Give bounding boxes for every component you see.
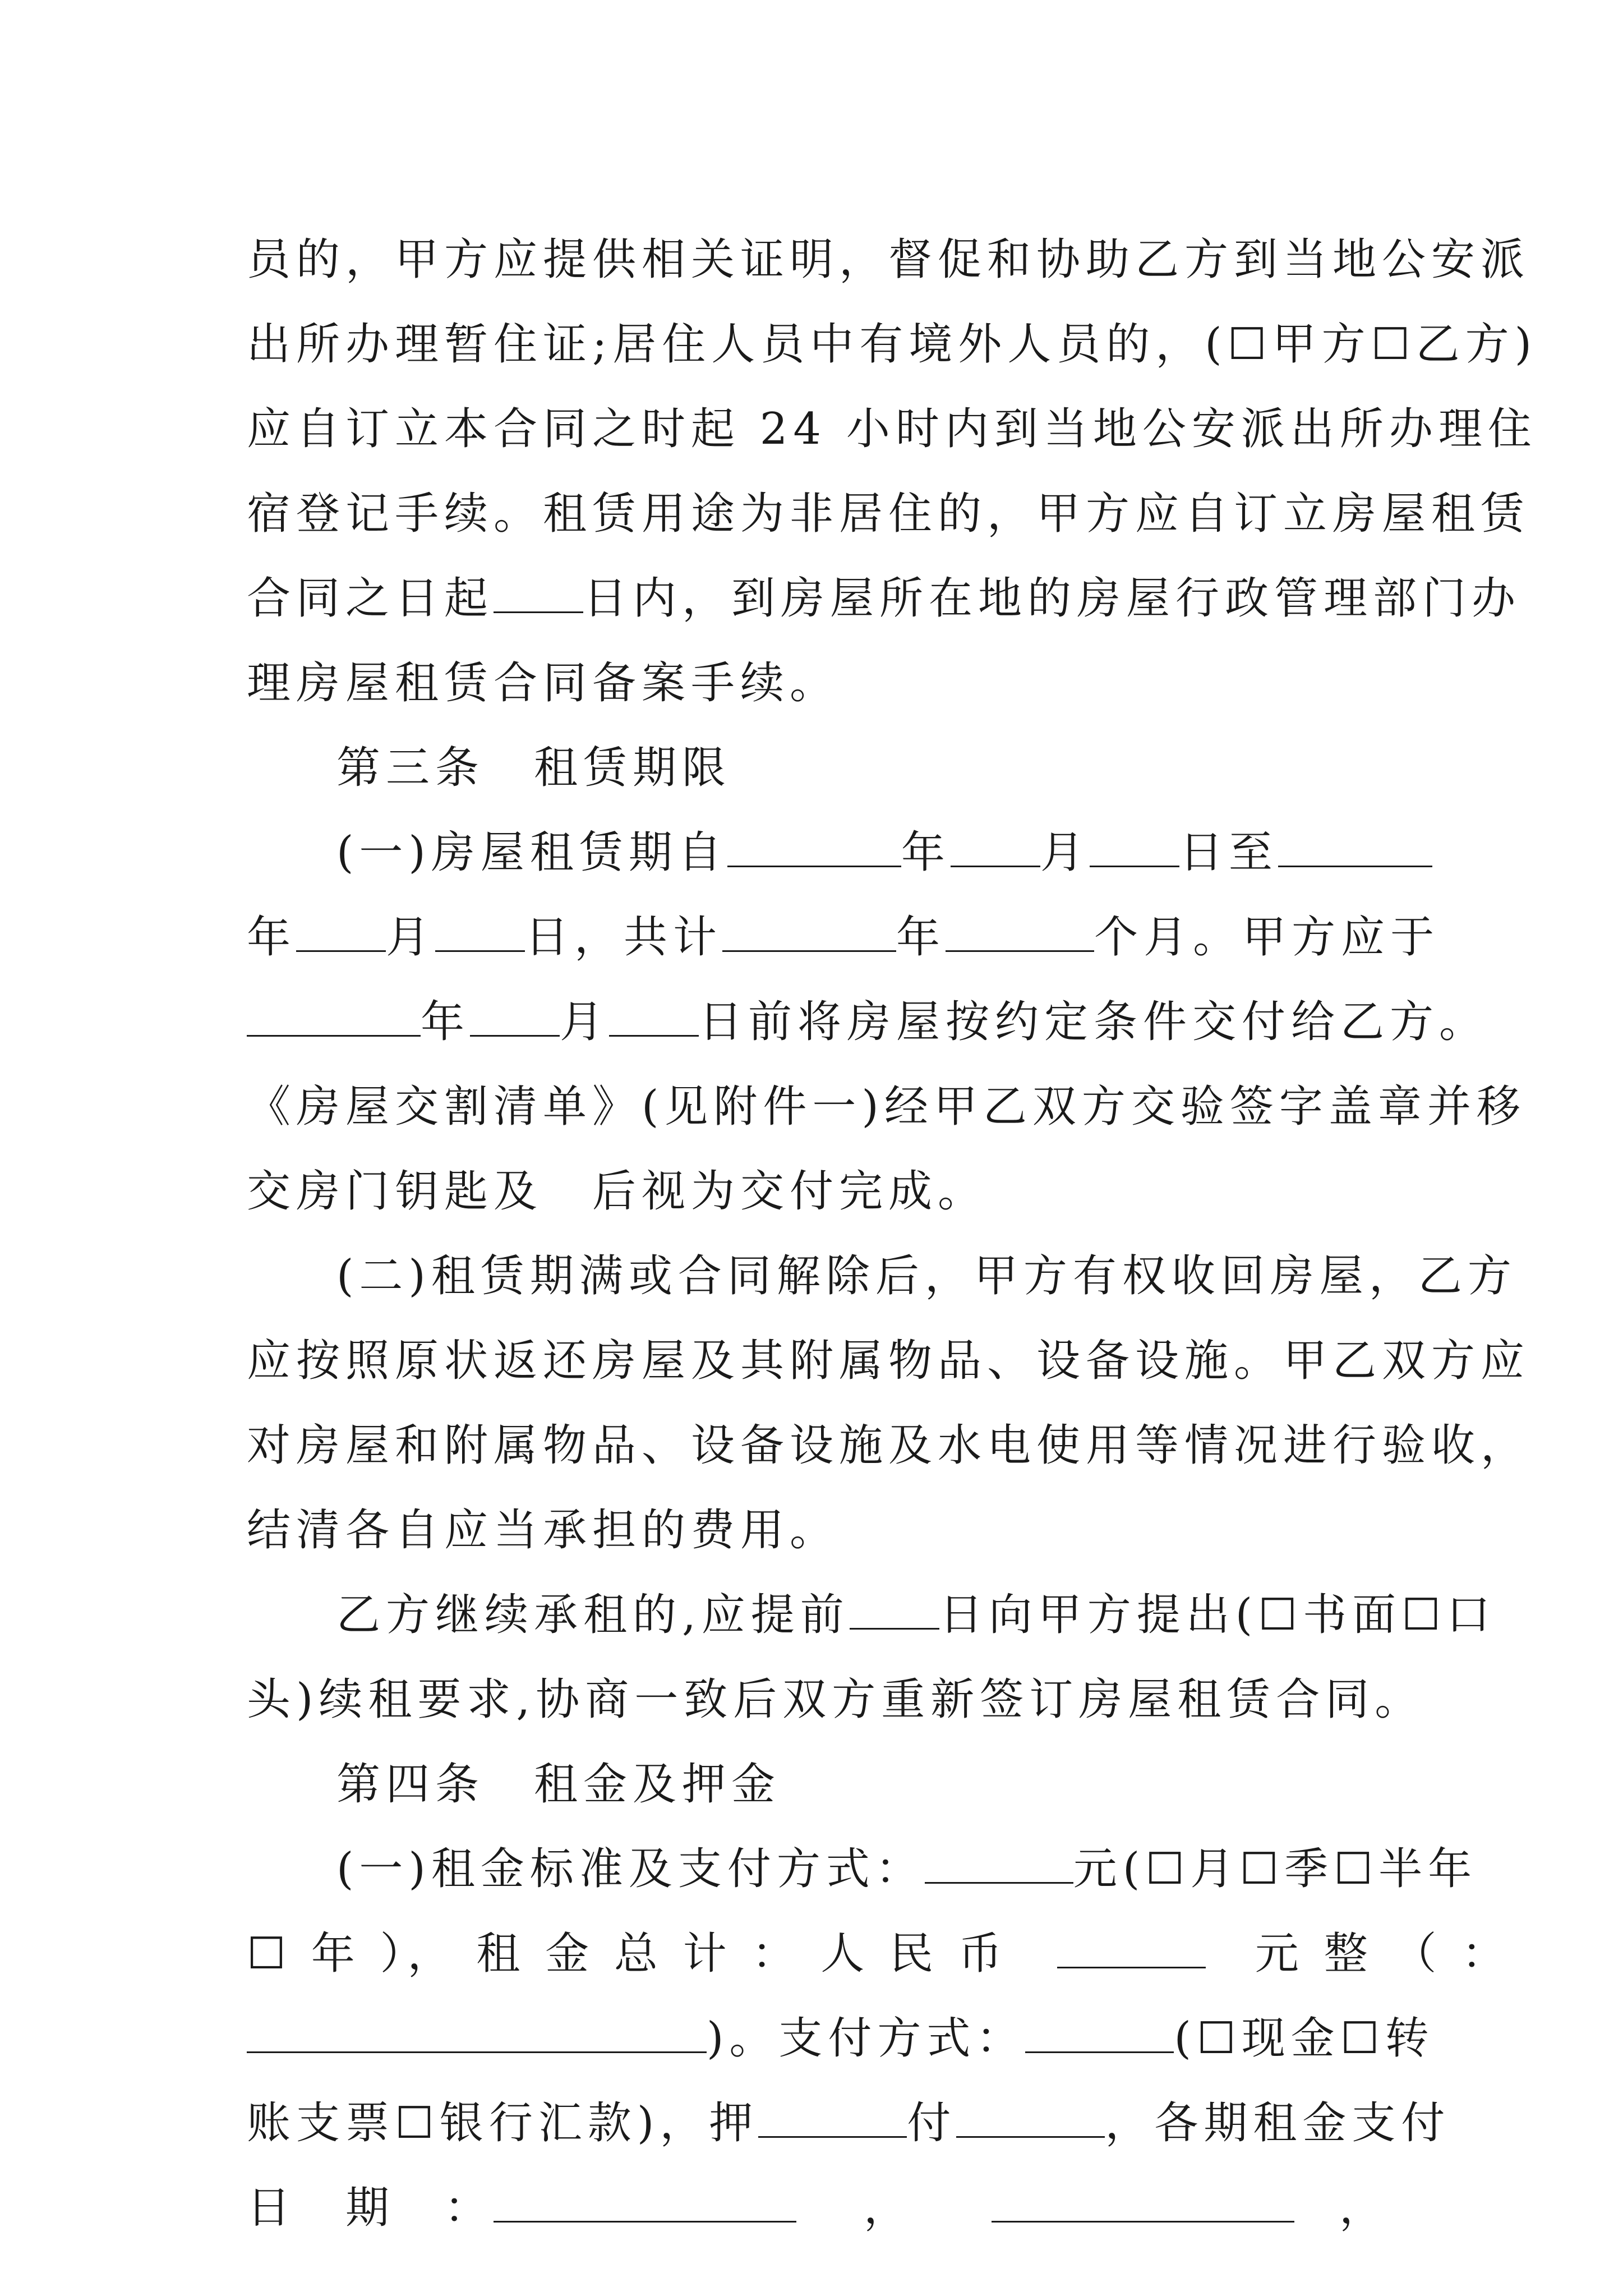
fill-in-blank[interactable]	[722, 915, 896, 952]
paragraph-line	[247, 2166, 1391, 2251]
paragraph-line	[247, 1827, 1478, 1912]
fill-in-blank[interactable]	[956, 2101, 1105, 2138]
fill-in-blank[interactable]	[247, 1000, 421, 1037]
fill-in-blank[interactable]	[727, 831, 901, 867]
fill-in-blank[interactable]	[946, 915, 1094, 952]
paragraph-line	[247, 980, 1489, 1065]
fill-in-blank[interactable]	[609, 1000, 699, 1037]
text-fragment: 元 整 （ ：	[1255, 1929, 1511, 1979]
text-fragment: 年	[247, 912, 297, 963]
paragraph-line	[247, 895, 1440, 980]
paragraph-line	[247, 811, 1391, 895]
text-fragment: 月	[1040, 827, 1090, 878]
paragraph-line: 应按照原状返还房屋及其附属物品、设备设施。甲乙双方应	[247, 1336, 1530, 1386]
text-fragment: 年	[901, 827, 951, 878]
text-fragment: 日至	[1179, 827, 1278, 878]
text-fragment: 年	[896, 912, 946, 963]
paragraph-line	[247, 1912, 1511, 1996]
text-fragment: 日向甲方提出(☐书面☐口	[939, 1590, 1496, 1640]
text-fragment: 月	[386, 912, 436, 963]
fill-in-blank[interactable]	[758, 2101, 907, 2138]
text-fragment: )。支付方式：	[707, 2013, 1026, 2064]
paragraph-line: 出所办理暂住证;居住人员中有境外人员的，(☐甲方☐乙方)	[247, 319, 1537, 370]
text-fragment: ，各期租金支付	[1105, 2098, 1451, 2148]
paragraph-line: 宿登记手续。租赁用途为非居住的，甲方应自订立房屋租赁	[247, 489, 1530, 539]
fill-in-blank[interactable]	[494, 2186, 796, 2223]
text-fragment: 元(☐月☐季☐半年	[1073, 1844, 1478, 1894]
paragraph-line: 应自订立本合同之时起 24 小时内到当地公安派出所办理住	[247, 404, 1537, 454]
fill-in-blank[interactable]	[850, 1593, 939, 1630]
text-fragment: 个月。甲方应于	[1094, 912, 1440, 963]
text-fragment: (一)房屋租赁期自	[336, 827, 727, 878]
fill-in-blank[interactable]	[1025, 2017, 1174, 2053]
section-heading: 第四条 租金及押金	[336, 1759, 781, 1810]
text-fragment: 付	[907, 2098, 957, 2148]
paragraph-line	[247, 556, 1521, 641]
paragraph-line	[247, 1573, 1496, 1658]
fill-in-blank[interactable]	[435, 915, 525, 952]
fill-in-blank[interactable]	[296, 915, 386, 952]
text-fragment: 日内，到房屋所在地的房屋行政管理部门办	[583, 573, 1521, 624]
text-fragment: ，	[864, 2183, 914, 2233]
contract-page	[247, 218, 1537, 2251]
text-fragment: 账支票☐银行汇款)，押	[247, 2098, 759, 2148]
paragraph-line: 理房屋租赁合同备案手续。	[247, 658, 840, 708]
text-fragment: (☐现金☐转	[1174, 2013, 1435, 2064]
paragraph-line: 交房门钥匙及 后视为交付完成。	[247, 1166, 988, 1217]
text-fragment: 日前将房屋按约定条件交付给乙方。	[699, 997, 1489, 1047]
fill-in-blank[interactable]	[247, 2017, 707, 2053]
fill-in-blank[interactable]	[925, 1847, 1073, 1884]
text-fragment: 日，共计	[525, 912, 723, 963]
fill-in-blank[interactable]	[470, 1000, 560, 1037]
paragraph-line	[247, 2081, 1451, 2166]
paragraph-line: 头)续租要求,协商一致后双方重新签订房屋租赁合同。	[247, 1674, 1424, 1725]
paragraph-line: 员的，甲方应提供相关证明，督促和协助乙方到当地公安派	[247, 234, 1530, 285]
text-fragment: 乙方继续承租的,应提前	[336, 1590, 850, 1640]
fill-in-blank[interactable]	[1278, 831, 1432, 867]
text-fragment: ☐ 年 ）， 租 金 总 计 ： 人 民 币	[247, 1929, 1008, 1979]
text-fragment: 月	[560, 997, 610, 1047]
fill-in-blank[interactable]	[1057, 1932, 1206, 1968]
text-fragment: ，	[1339, 2183, 1389, 2233]
paragraph-line: (二)租赁期满或合同解除后，甲方有权收回房屋，乙方	[336, 1251, 1517, 1301]
fill-in-blank[interactable]	[494, 577, 583, 613]
paragraph-line	[247, 1996, 1435, 2081]
paragraph-line: 对房屋和附属物品、设备设施及水电使用等情况进行验收，	[247, 1420, 1530, 1471]
text-fragment: 合同之日起	[247, 573, 494, 624]
fill-in-blank[interactable]	[1090, 831, 1179, 867]
text-fragment: (一)租金标准及支付方式：	[336, 1844, 925, 1894]
section-heading: 第三条 租赁期限	[336, 743, 732, 793]
text-fragment: 日 期 ：	[247, 2183, 494, 2233]
paragraph-line: 《房屋交割清单》(见附件一)经甲乙双方交验签字盖章并移	[247, 1082, 1526, 1132]
fill-in-blank[interactable]	[951, 831, 1040, 867]
text-fragment: 年	[421, 997, 471, 1047]
fill-in-blank[interactable]	[992, 2186, 1294, 2223]
paragraph-line: 结清各自应当承担的费用。	[247, 1505, 840, 1556]
